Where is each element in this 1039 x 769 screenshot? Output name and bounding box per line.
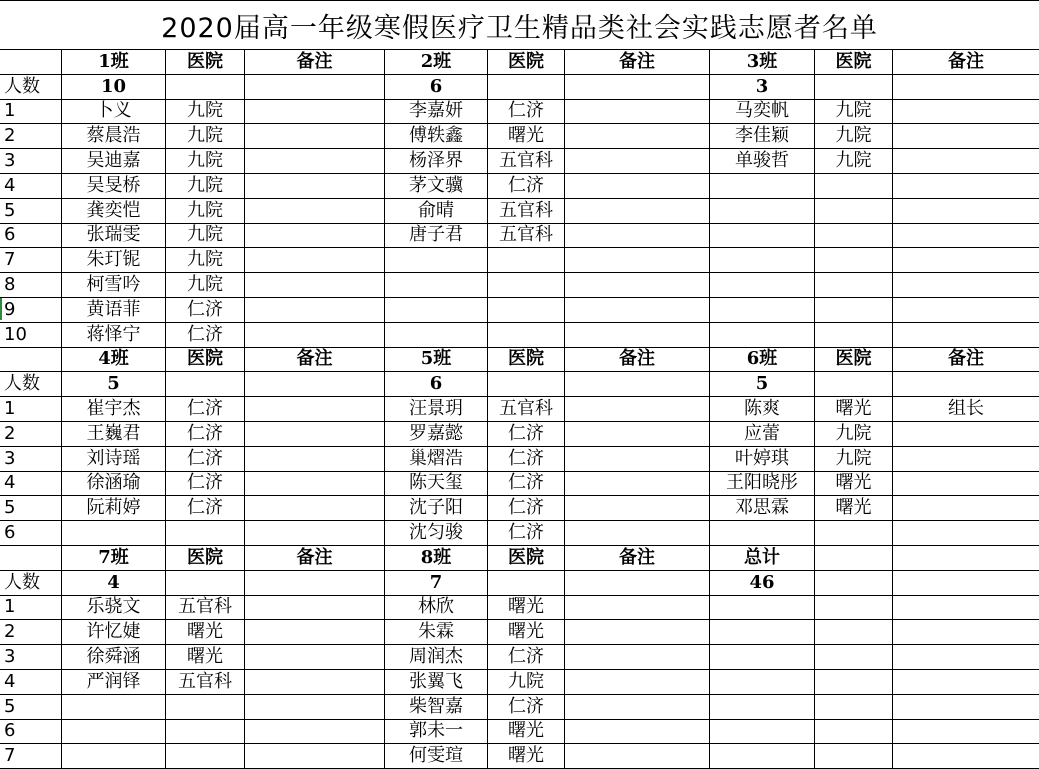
hospital-name[interactable]: 仁济 (166, 472, 245, 497)
note-cell[interactable] (565, 149, 710, 174)
hospital-name[interactable]: 九院 (815, 422, 893, 447)
student-name[interactable] (62, 521, 166, 546)
grid-cell[interactable] (710, 596, 815, 621)
student-name[interactable]: 何雯瑄 (385, 744, 488, 769)
hospital-name[interactable] (488, 248, 565, 273)
student-name[interactable] (385, 273, 488, 298)
student-name[interactable]: 沈子阳 (385, 496, 488, 521)
grid-cell[interactable] (893, 695, 1039, 720)
corner-cell[interactable] (0, 546, 62, 571)
student-name[interactable]: 杨泽界 (385, 149, 488, 174)
hospital-name[interactable] (815, 248, 893, 273)
row-number[interactable]: 2 (0, 124, 62, 149)
student-name[interactable]: 龚奕恺 (62, 199, 166, 224)
student-name[interactable]: 马奕帆 (710, 100, 815, 125)
student-name[interactable]: 张瑞雯 (62, 224, 166, 249)
grid-cell[interactable] (710, 670, 815, 695)
note-cell[interactable] (565, 472, 710, 497)
row-number[interactable]: 7 (0, 248, 62, 273)
note-cell[interactable] (893, 521, 1039, 546)
student-name[interactable]: 卜义 (62, 100, 166, 125)
hospital-name[interactable]: 五官科 (166, 596, 245, 621)
note-cell[interactable] (565, 397, 710, 422)
note-cell[interactable] (245, 100, 385, 125)
hospital-name[interactable]: 曙光 (815, 496, 893, 521)
hospital-name[interactable]: 五官科 (488, 224, 565, 249)
hospital-name[interactable]: 曙光 (488, 124, 565, 149)
class-header[interactable]: 8班 (385, 546, 488, 571)
hospital-header[interactable]: 医院 (488, 348, 565, 373)
class-count[interactable]: 7 (385, 571, 488, 596)
hospital-name[interactable]: 仁济 (488, 447, 565, 472)
note-cell[interactable] (245, 124, 385, 149)
grid-cell[interactable] (565, 372, 710, 397)
note-cell[interactable] (565, 447, 710, 472)
grid-cell[interactable] (815, 620, 893, 645)
student-name[interactable]: 傅轶鑫 (385, 124, 488, 149)
hospital-name[interactable]: 九院 (166, 100, 245, 125)
hospital-name[interactable]: 九院 (815, 100, 893, 125)
grid-cell[interactable] (488, 75, 565, 100)
student-name[interactable]: 徐涵瑜 (62, 472, 166, 497)
note-cell[interactable] (245, 496, 385, 521)
row-number[interactable]: 10 (0, 323, 62, 348)
hospital-name[interactable]: 九院 (166, 149, 245, 174)
total-value[interactable]: 46 (710, 571, 815, 596)
note-header[interactable]: 备注 (245, 50, 385, 75)
note-cell[interactable] (565, 174, 710, 199)
student-name[interactable]: 黄语菲 (62, 298, 166, 323)
hospital-name[interactable] (488, 298, 565, 323)
class-count[interactable]: 4 (62, 571, 166, 596)
hospital-name[interactable]: 仁济 (166, 397, 245, 422)
student-name[interactable]: 沈匀骏 (385, 521, 488, 546)
student-name[interactable]: 王阳晓彤 (710, 472, 815, 497)
hospital-name[interactable]: 仁济 (166, 496, 245, 521)
grid-cell[interactable] (815, 372, 893, 397)
note-cell[interactable] (893, 298, 1039, 323)
student-name[interactable]: 罗嘉懿 (385, 422, 488, 447)
class-header[interactable]: 7班 (62, 546, 166, 571)
note-cell[interactable] (245, 397, 385, 422)
class-count[interactable]: 5 (62, 372, 166, 397)
note-cell[interactable] (893, 422, 1039, 447)
count-label[interactable]: 人数 (0, 372, 62, 397)
hospital-name[interactable]: 九院 (166, 174, 245, 199)
hospital-name[interactable] (166, 744, 245, 769)
note-cell[interactable] (245, 521, 385, 546)
grid-cell[interactable] (815, 75, 893, 100)
hospital-name[interactable] (488, 273, 565, 298)
hospital-name[interactable]: 仁济 (488, 472, 565, 497)
note-cell[interactable] (565, 124, 710, 149)
student-name[interactable]: 刘诗瑶 (62, 447, 166, 472)
hospital-name[interactable]: 五官科 (488, 199, 565, 224)
student-name[interactable]: 蔡晨浩 (62, 124, 166, 149)
note-cell[interactable] (893, 174, 1039, 199)
note-cell[interactable] (245, 720, 385, 745)
hospital-name[interactable]: 九院 (166, 224, 245, 249)
hospital-name[interactable]: 曙光 (488, 620, 565, 645)
note-cell[interactable] (565, 273, 710, 298)
class-header[interactable]: 6班 (710, 348, 815, 373)
row-number[interactable]: 3 (0, 645, 62, 670)
grid-cell[interactable] (893, 546, 1039, 571)
student-name[interactable]: 乐骁文 (62, 596, 166, 621)
note-cell[interactable] (893, 496, 1039, 521)
hospital-name[interactable]: 仁济 (488, 174, 565, 199)
count-label[interactable]: 人数 (0, 571, 62, 596)
student-name[interactable] (710, 174, 815, 199)
student-name[interactable]: 朱霖 (385, 620, 488, 645)
hospital-name[interactable]: 九院 (166, 248, 245, 273)
row-number[interactable]: 5 (0, 199, 62, 224)
hospital-name[interactable] (815, 521, 893, 546)
total-label[interactable]: 总计 (710, 546, 815, 571)
row-number[interactable]: 4 (0, 670, 62, 695)
student-name[interactable]: 张翼飞 (385, 670, 488, 695)
grid-cell[interactable] (893, 720, 1039, 745)
row-number[interactable]: 3 (0, 447, 62, 472)
student-name[interactable]: 林欣 (385, 596, 488, 621)
grid-cell[interactable] (893, 596, 1039, 621)
note-cell[interactable] (565, 323, 710, 348)
hospital-name[interactable] (815, 174, 893, 199)
student-name[interactable]: 吴旻桥 (62, 174, 166, 199)
student-name[interactable]: 崔宇杰 (62, 397, 166, 422)
grid-cell[interactable] (893, 620, 1039, 645)
hospital-name[interactable]: 九院 (815, 149, 893, 174)
corner-cell[interactable] (0, 50, 62, 75)
note-cell[interactable] (565, 298, 710, 323)
note-cell[interactable] (565, 496, 710, 521)
grid-cell[interactable] (815, 744, 893, 769)
hospital-name[interactable]: 仁济 (488, 496, 565, 521)
hospital-name[interactable] (166, 720, 245, 745)
hospital-name[interactable]: 曙光 (166, 645, 245, 670)
row-number[interactable]: 4 (0, 174, 62, 199)
row-number[interactable]: 2 (0, 620, 62, 645)
student-name[interactable]: 蒋怿宁 (62, 323, 166, 348)
grid-cell[interactable] (815, 596, 893, 621)
note-cell[interactable] (245, 422, 385, 447)
grid-cell[interactable] (815, 670, 893, 695)
hospital-name[interactable]: 九院 (166, 124, 245, 149)
student-name[interactable] (710, 199, 815, 224)
grid-cell[interactable] (710, 645, 815, 670)
note-cell[interactable] (245, 174, 385, 199)
hospital-name[interactable] (815, 298, 893, 323)
note-cell[interactable] (245, 149, 385, 174)
count-label[interactable]: 人数 (0, 75, 62, 100)
grid-cell[interactable] (166, 75, 245, 100)
row-number[interactable]: 6 (0, 224, 62, 249)
hospital-name[interactable]: 九院 (166, 199, 245, 224)
grid-cell[interactable] (815, 645, 893, 670)
note-header[interactable]: 备注 (565, 348, 710, 373)
student-name[interactable]: 唐子君 (385, 224, 488, 249)
student-name[interactable] (62, 744, 166, 769)
hospital-name[interactable]: 曙光 (815, 397, 893, 422)
note-cell[interactable] (893, 323, 1039, 348)
hospital-name[interactable]: 仁济 (488, 645, 565, 670)
grid-cell[interactable] (893, 744, 1039, 769)
row-number[interactable]: 1 (0, 596, 62, 621)
grid-cell[interactable] (166, 372, 245, 397)
hospital-name[interactable] (166, 521, 245, 546)
note-cell[interactable] (565, 224, 710, 249)
note-cell[interactable] (565, 199, 710, 224)
class-header[interactable]: 5班 (385, 348, 488, 373)
student-name[interactable]: 柴智嘉 (385, 695, 488, 720)
hospital-name[interactable] (166, 695, 245, 720)
student-name[interactable]: 巢熠浩 (385, 447, 488, 472)
hospital-header[interactable]: 医院 (166, 348, 245, 373)
student-name[interactable]: 徐舜涵 (62, 645, 166, 670)
note-cell[interactable]: 组长 (893, 397, 1039, 422)
grid-cell[interactable] (893, 670, 1039, 695)
hospital-header[interactable]: 医院 (166, 50, 245, 75)
student-name[interactable] (710, 273, 815, 298)
student-name[interactable]: 王巍君 (62, 422, 166, 447)
student-name[interactable] (385, 248, 488, 273)
note-cell[interactable] (565, 248, 710, 273)
student-name[interactable]: 李嘉妍 (385, 100, 488, 125)
note-cell[interactable] (565, 100, 710, 125)
student-name[interactable]: 朱玎铌 (62, 248, 166, 273)
hospital-header[interactable]: 医院 (166, 546, 245, 571)
hospital-header[interactable]: 医院 (488, 546, 565, 571)
note-cell[interactable] (565, 720, 710, 745)
hospital-name[interactable]: 曙光 (488, 744, 565, 769)
row-number[interactable]: 6 (0, 720, 62, 745)
hospital-header[interactable]: 医院 (815, 348, 893, 373)
row-number[interactable]: 5 (0, 496, 62, 521)
hospital-name[interactable]: 仁济 (166, 298, 245, 323)
note-cell[interactable] (565, 744, 710, 769)
hospital-name[interactable]: 五官科 (166, 670, 245, 695)
hospital-name[interactable]: 九院 (815, 447, 893, 472)
note-header[interactable]: 备注 (893, 50, 1039, 75)
student-name[interactable]: 单骏哲 (710, 149, 815, 174)
grid-cell[interactable] (565, 75, 710, 100)
class-header[interactable]: 2班 (385, 50, 488, 75)
note-cell[interactable] (245, 273, 385, 298)
hospital-name[interactable]: 仁济 (166, 323, 245, 348)
row-number[interactable]: 1 (0, 397, 62, 422)
class-count[interactable]: 6 (385, 75, 488, 100)
note-cell[interactable] (245, 224, 385, 249)
student-name[interactable]: 应蕾 (710, 422, 815, 447)
note-cell[interactable] (245, 645, 385, 670)
hospital-header[interactable]: 医院 (815, 50, 893, 75)
student-name[interactable]: 茅文骥 (385, 174, 488, 199)
grid-cell[interactable] (815, 720, 893, 745)
note-cell[interactable] (565, 620, 710, 645)
grid-cell[interactable] (893, 645, 1039, 670)
class-header[interactable]: 1班 (62, 50, 166, 75)
student-name[interactable] (385, 298, 488, 323)
note-cell[interactable] (245, 298, 385, 323)
note-cell[interactable] (893, 447, 1039, 472)
note-header[interactable]: 备注 (893, 348, 1039, 373)
row-number[interactable]: 6 (0, 521, 62, 546)
grid-cell[interactable] (710, 620, 815, 645)
grid-cell[interactable] (893, 372, 1039, 397)
hospital-name[interactable]: 五官科 (488, 397, 565, 422)
hospital-name[interactable]: 曙光 (815, 472, 893, 497)
student-name[interactable] (710, 224, 815, 249)
student-name[interactable]: 汪景玥 (385, 397, 488, 422)
hospital-name[interactable]: 仁济 (488, 521, 565, 546)
note-cell[interactable] (893, 472, 1039, 497)
student-name[interactable]: 郭未一 (385, 720, 488, 745)
student-name[interactable]: 俞晴 (385, 199, 488, 224)
student-name[interactable] (710, 323, 815, 348)
note-cell[interactable] (565, 596, 710, 621)
hospital-name[interactable] (815, 199, 893, 224)
row-number[interactable]: 4 (0, 472, 62, 497)
note-cell[interactable] (893, 199, 1039, 224)
class-header[interactable]: 3班 (710, 50, 815, 75)
hospital-name[interactable]: 九院 (488, 670, 565, 695)
note-cell[interactable] (565, 670, 710, 695)
grid-cell[interactable] (166, 571, 245, 596)
hospital-name[interactable]: 曙光 (166, 620, 245, 645)
grid-cell[interactable] (815, 546, 893, 571)
grid-cell[interactable] (488, 571, 565, 596)
note-cell[interactable] (245, 472, 385, 497)
note-cell[interactable] (245, 248, 385, 273)
row-number[interactable]: 7 (0, 744, 62, 769)
student-name[interactable] (710, 521, 815, 546)
student-name[interactable]: 邓思霖 (710, 496, 815, 521)
student-name[interactable]: 严润铎 (62, 670, 166, 695)
grid-cell[interactable] (710, 695, 815, 720)
note-cell[interactable] (245, 199, 385, 224)
student-name[interactable]: 李佳颖 (710, 124, 815, 149)
grid-cell[interactable] (245, 571, 385, 596)
hospital-name[interactable] (815, 323, 893, 348)
row-number[interactable]: 9 (0, 298, 62, 323)
note-cell[interactable] (893, 224, 1039, 249)
note-cell[interactable] (245, 670, 385, 695)
class-count[interactable]: 3 (710, 75, 815, 100)
note-cell[interactable] (893, 273, 1039, 298)
class-header[interactable]: 4班 (62, 348, 166, 373)
grid-cell[interactable] (565, 571, 710, 596)
note-cell[interactable] (245, 596, 385, 621)
hospital-name[interactable]: 仁济 (166, 447, 245, 472)
note-cell[interactable] (245, 447, 385, 472)
student-name[interactable]: 叶婷琪 (710, 447, 815, 472)
grid-cell[interactable] (245, 372, 385, 397)
class-count[interactable]: 6 (385, 372, 488, 397)
note-cell[interactable] (245, 323, 385, 348)
note-cell[interactable] (245, 620, 385, 645)
note-cell[interactable] (893, 248, 1039, 273)
hospital-name[interactable]: 仁济 (488, 100, 565, 125)
student-name[interactable] (385, 323, 488, 348)
grid-cell[interactable] (710, 744, 815, 769)
note-header[interactable]: 备注 (245, 348, 385, 373)
note-cell[interactable] (245, 744, 385, 769)
row-number[interactable]: 3 (0, 149, 62, 174)
grid-cell[interactable] (815, 571, 893, 596)
hospital-name[interactable]: 五官科 (488, 149, 565, 174)
hospital-name[interactable] (815, 224, 893, 249)
hospital-header[interactable]: 医院 (488, 50, 565, 75)
class-count[interactable]: 10 (62, 75, 166, 100)
grid-cell[interactable] (893, 75, 1039, 100)
note-cell[interactable] (565, 422, 710, 447)
student-name[interactable] (62, 695, 166, 720)
hospital-name[interactable]: 仁济 (488, 695, 565, 720)
note-cell[interactable] (565, 645, 710, 670)
hospital-name[interactable]: 仁济 (488, 422, 565, 447)
grid-cell[interactable] (893, 571, 1039, 596)
student-name[interactable]: 许忆婕 (62, 620, 166, 645)
note-cell[interactable] (565, 695, 710, 720)
student-name[interactable] (710, 298, 815, 323)
note-cell[interactable] (893, 124, 1039, 149)
hospital-name[interactable] (815, 273, 893, 298)
grid-cell[interactable] (710, 720, 815, 745)
hospital-name[interactable]: 九院 (166, 273, 245, 298)
hospital-name[interactable] (488, 323, 565, 348)
corner-cell[interactable] (0, 348, 62, 373)
class-count[interactable]: 5 (710, 372, 815, 397)
row-number[interactable]: 8 (0, 273, 62, 298)
student-name[interactable]: 陈爽 (710, 397, 815, 422)
row-number[interactable]: 2 (0, 422, 62, 447)
hospital-name[interactable]: 曙光 (488, 720, 565, 745)
row-number[interactable]: 1 (0, 100, 62, 125)
note-cell[interactable] (245, 695, 385, 720)
student-name[interactable]: 陈天玺 (385, 472, 488, 497)
row-number[interactable]: 5 (0, 695, 62, 720)
student-name[interactable] (62, 720, 166, 745)
hospital-name[interactable]: 仁济 (166, 422, 245, 447)
grid-cell[interactable] (815, 695, 893, 720)
note-header[interactable]: 备注 (565, 546, 710, 571)
note-header[interactable]: 备注 (565, 50, 710, 75)
student-name[interactable]: 吴迪嘉 (62, 149, 166, 174)
note-cell[interactable] (893, 100, 1039, 125)
note-header[interactable]: 备注 (245, 546, 385, 571)
student-name[interactable]: 周润杰 (385, 645, 488, 670)
hospital-name[interactable]: 九院 (815, 124, 893, 149)
student-name[interactable] (710, 248, 815, 273)
student-name[interactable]: 柯雪吟 (62, 273, 166, 298)
grid-cell[interactable] (245, 75, 385, 100)
student-name[interactable]: 阮莉婷 (62, 496, 166, 521)
hospital-name[interactable]: 曙光 (488, 596, 565, 621)
note-cell[interactable] (893, 149, 1039, 174)
note-cell[interactable] (565, 521, 710, 546)
grid-cell[interactable] (488, 372, 565, 397)
sheet-title: 2020届高一年级寒假医疗卫生精品类社会实践志愿者名单 (0, 0, 1039, 50)
